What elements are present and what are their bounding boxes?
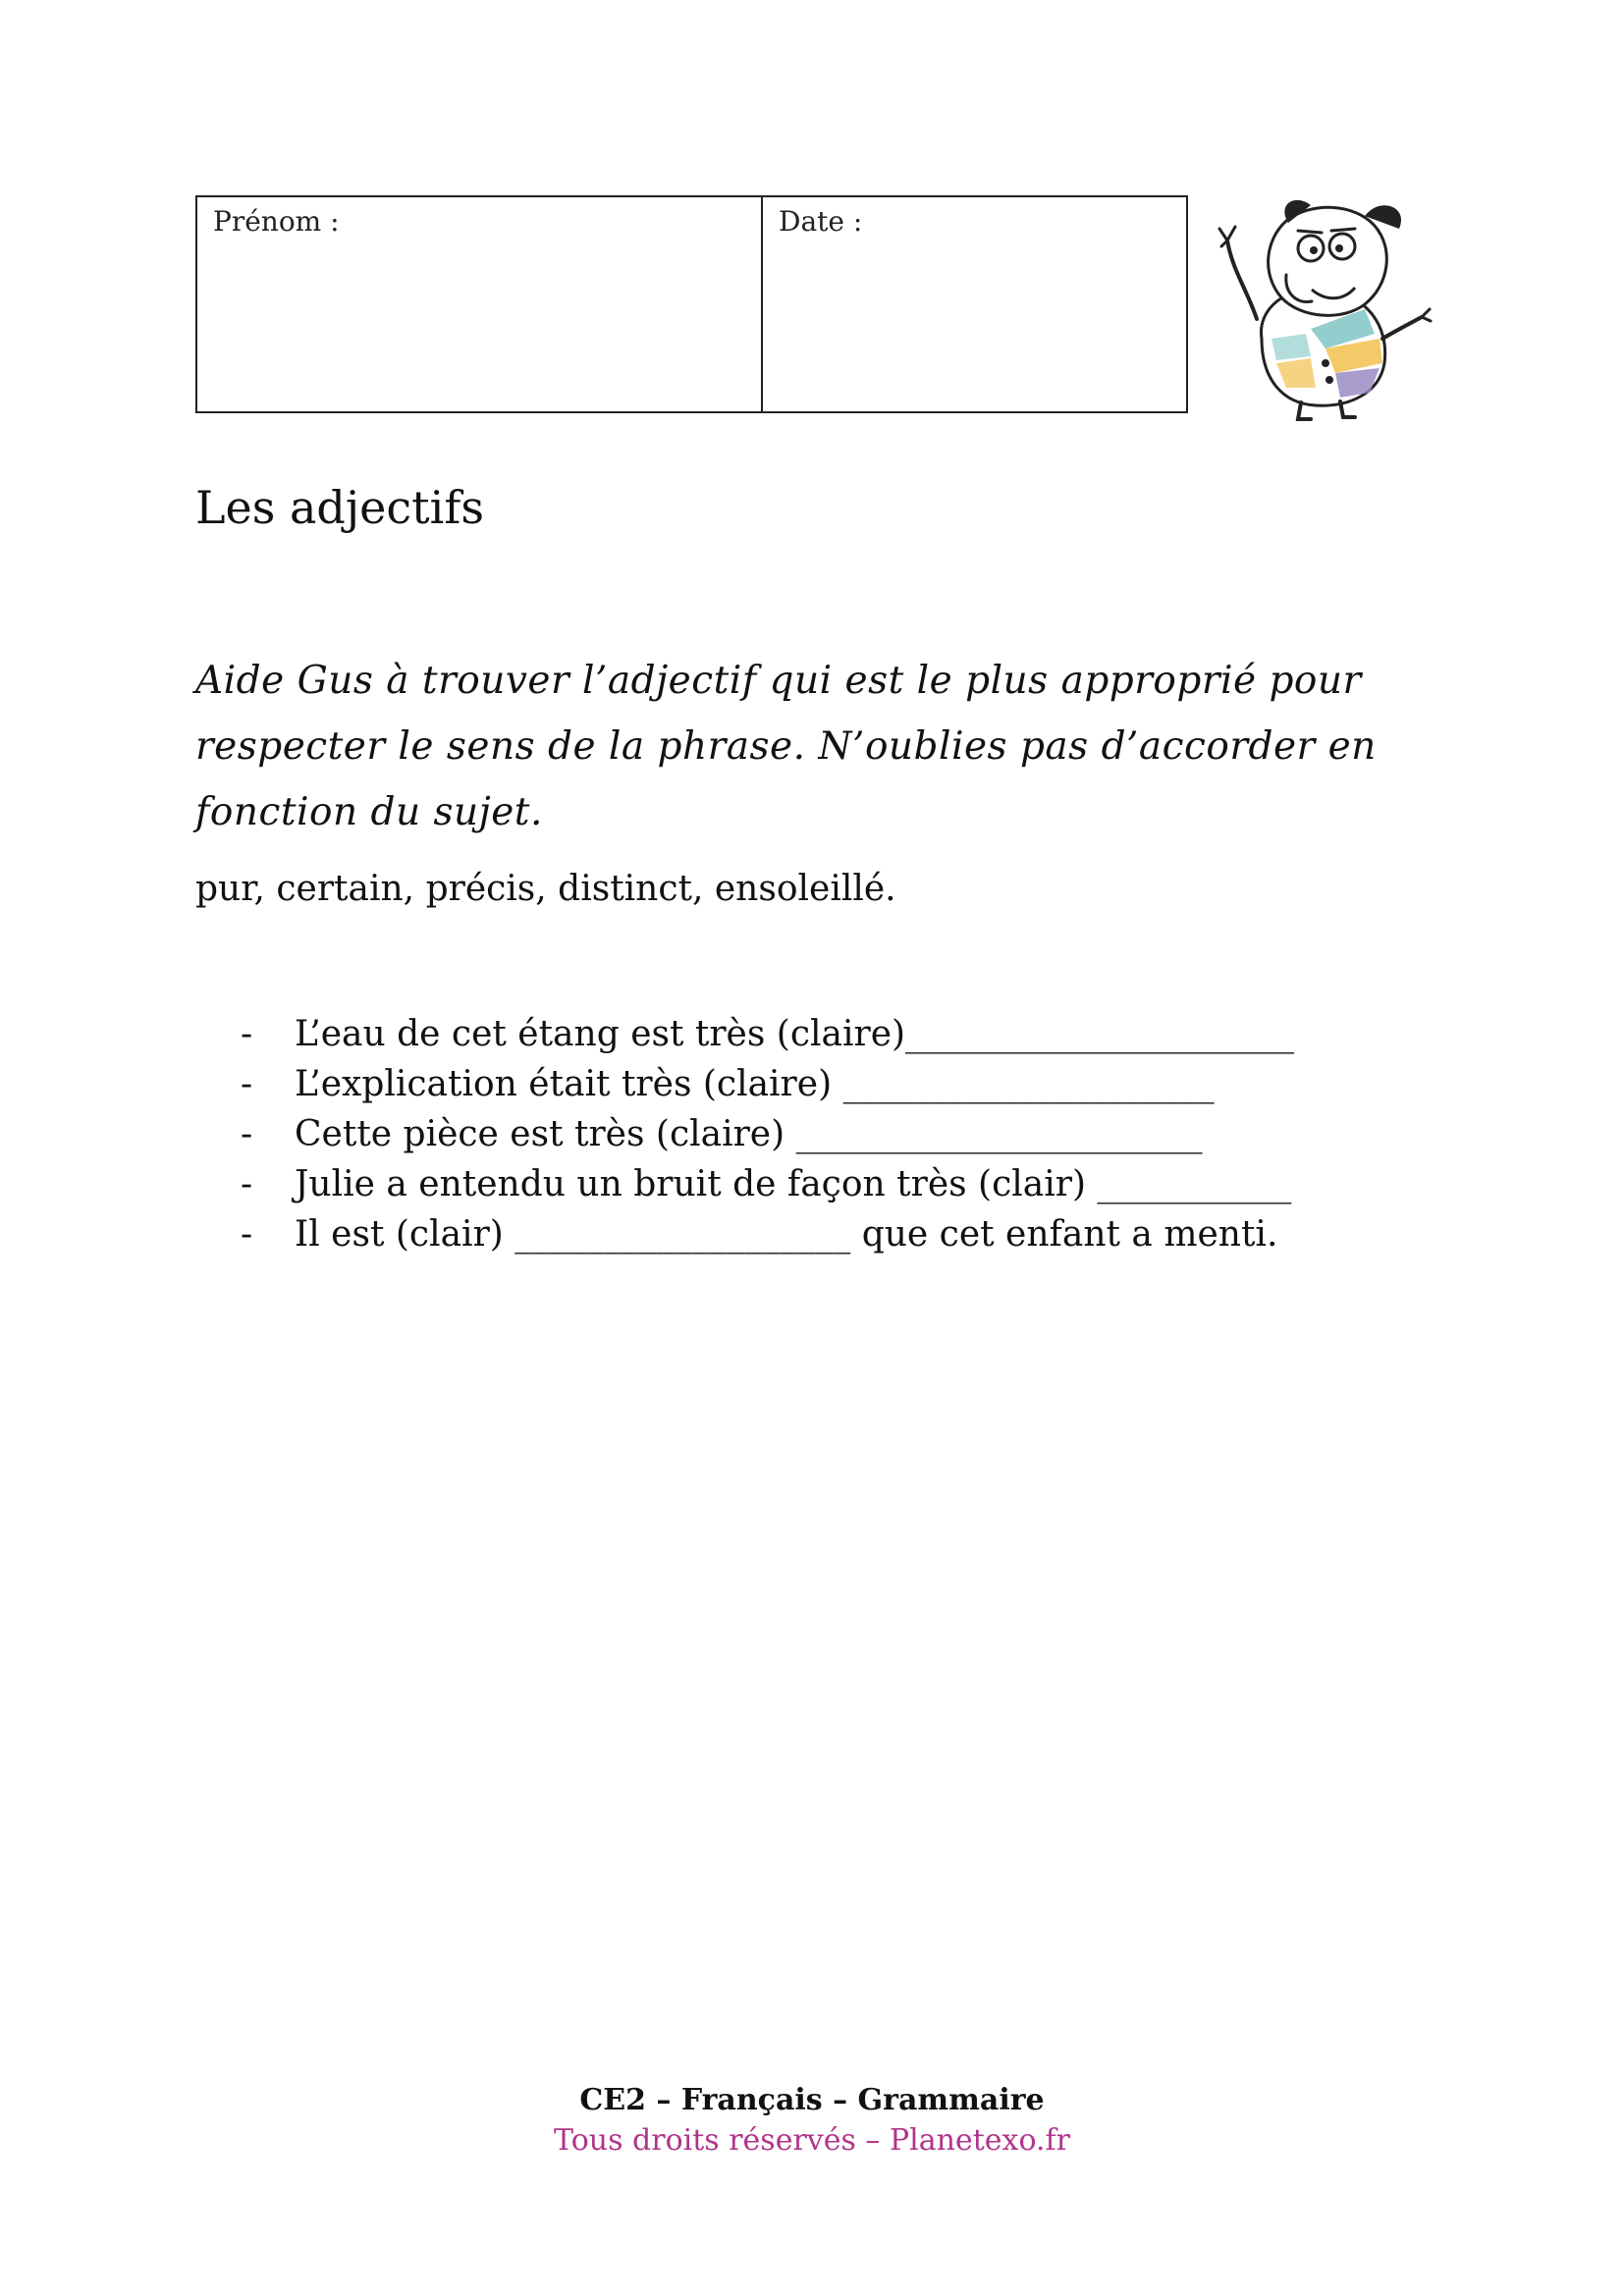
prenom-label: Prénom : [213,205,340,238]
footer-subject: CE2 – Français – Grammaire [579,2083,1045,2117]
sheep-mascot-icon [1218,191,1434,422]
exercise-item[interactable] [241,1109,1294,1159]
exercise-sentence: L’explication était très (claire) _____________________ [295,1064,1215,1104]
exercise-sentence: Julie a entendu un bruit de façon très (clair) ___________ [295,1164,1292,1204]
exercise-item[interactable] [241,1009,1294,1059]
page-title: Les adjectifs [195,481,484,534]
exercise-item[interactable] [241,1209,1294,1259]
page-footer [0,2081,1624,2162]
instruction-text [195,648,1442,845]
exercise-item[interactable] [241,1159,1294,1209]
date-label: Date : [779,205,863,238]
bullet-dash: - [241,1064,253,1104]
bullet-dash: - [241,1164,253,1204]
exercise-sentence: L’eau de cet étang est très (claire)______________________ [295,1014,1295,1054]
date-field[interactable] [763,197,1186,411]
exercise-item[interactable] [241,1059,1294,1109]
bullet-dash: - [241,1114,253,1154]
exercise-sentence: Cette pièce est très (claire) _______________________ [295,1114,1203,1154]
exercise-sentence: Il est (clair) ___________________ que cet enfant a menti. [295,1214,1278,1255]
instruction-line: Aide Gus à trouver l’adjectif qui est le plus approprié pour [195,659,1362,703]
bullet-dash: - [241,1014,253,1054]
word-bank: pur, certain, précis, distinct, ensoleillé. [195,869,896,909]
instruction-line: respecter le sens de la phrase. N’oublies pas d’accorder en [195,724,1377,769]
prenom-field[interactable] [197,197,763,411]
footer-copyright-link[interactable]: Tous droits réservés – Planetexo.fr [554,2123,1070,2158]
bullet-dash: - [241,1214,253,1255]
instruction-line: fonction du sujet. [195,790,543,834]
exercise-list [241,1009,1294,1259]
name-date-box [195,195,1188,413]
